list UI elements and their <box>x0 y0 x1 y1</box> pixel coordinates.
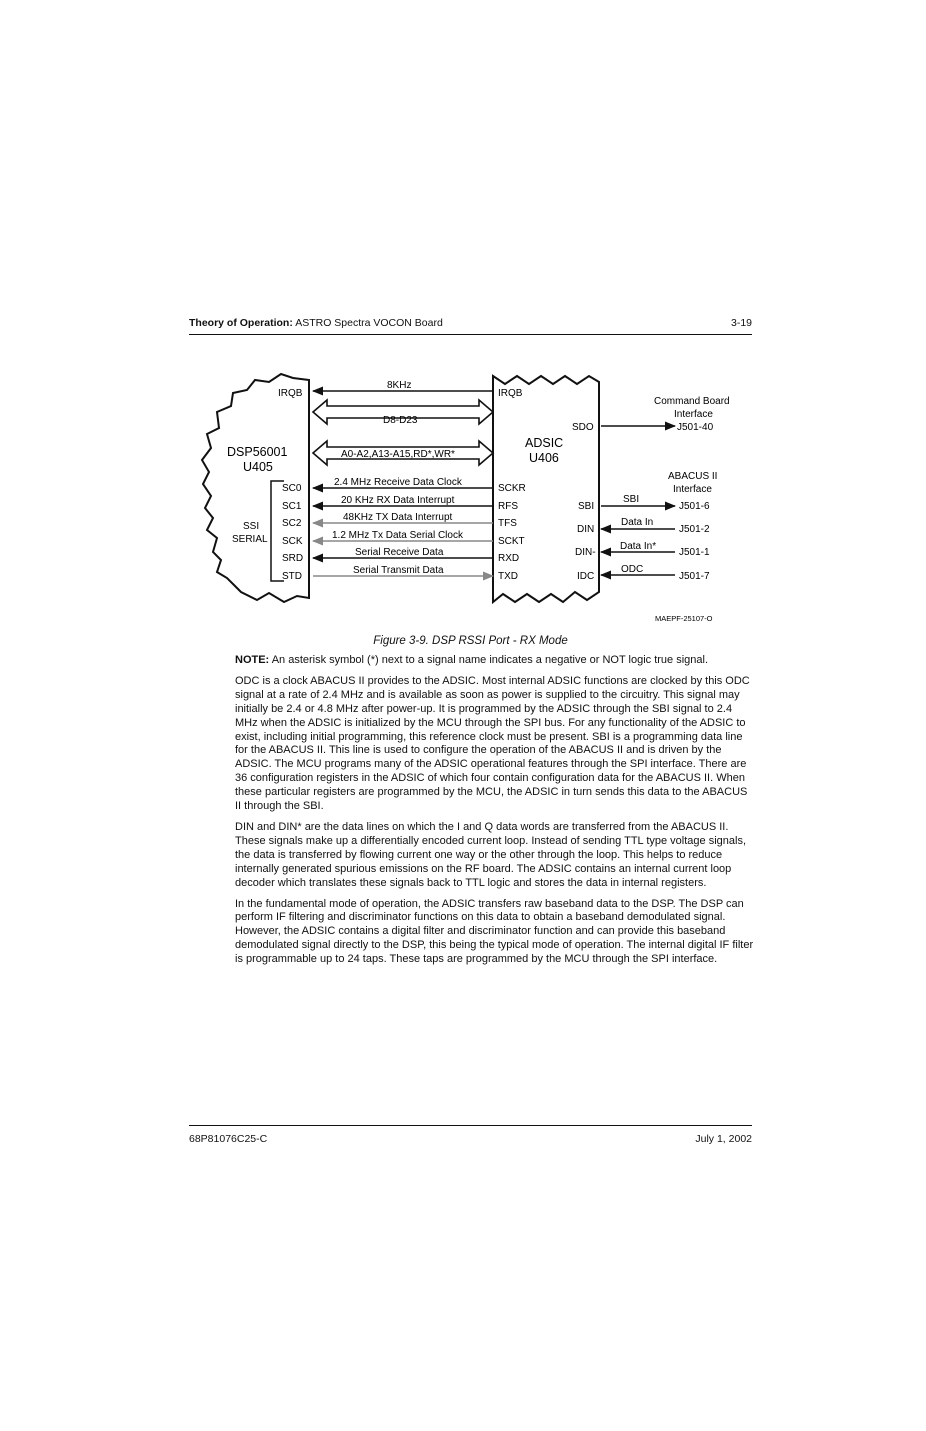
abacus-line2: Interface <box>673 484 712 495</box>
command-board-line2: Interface <box>674 409 713 420</box>
connector-j501-6: J501-6 <box>679 501 710 512</box>
dsp-chip-ref: U405 <box>243 460 273 474</box>
command-board-line1: Command Board <box>654 396 730 407</box>
connector-j501-2: J501-2 <box>679 524 710 535</box>
adsic-sdo-label: SDO <box>572 422 594 433</box>
pin-txd: TXD <box>498 571 518 582</box>
pin-sc0: SC0 <box>282 483 302 494</box>
dsp-irqb-label: IRQB <box>278 388 303 399</box>
pin-std: STD <box>282 571 302 582</box>
paragraph-din: DIN and DIN* are the data lines on which the I and Q data words are transferred from the ABACUS II. These signals make up a differentially encoded current loop. Instead of sending TTL type voltage signals, the data is transferred by flowing current one way or the other through the loop. This helps to reduce internally generated spurious emissions on the RF board. The ADSIC contains an internal current loop decoder which translates these signals back to TTL logic and stores the data in internal registers. <box>235 820 746 889</box>
pin-sckr: SCKR <box>498 483 526 494</box>
page-footer <box>189 1133 752 1149</box>
header-rule <box>189 334 752 335</box>
label-odc: ODC <box>621 564 644 575</box>
connector-j501-7: J501-7 <box>679 571 710 582</box>
connector-j501-1: J501-1 <box>679 547 710 558</box>
body-text <box>235 654 755 974</box>
label-rx-interrupt: 20 KHz RX Data Interrupt <box>341 495 455 506</box>
pin-rxd: RXD <box>498 553 520 564</box>
note-paragraph <box>235 654 755 668</box>
ssi-bracket <box>271 481 284 581</box>
ssi-label: SSI <box>243 521 260 532</box>
pin-sck: SCK <box>282 536 303 547</box>
paragraph-odc: ODC is a clock ABACUS II provides to the ADSIC. Most internal ADSIC functions are clocked by this ODC signal at a rate of 2.4 MHz and is available as soon as power is supplied to the circuitry. This signal may initially be 2.4 or 4.8 MHz after power-up. It is programmed by the ADSIC through the SBI signal to 2.4 MHz when the ADSIC is initialized by the MCU through the SPI bus. For any functionality of the ADSIC to exist, including initial programming, this reference clock must be present. SBI is a programming data line for the ABACUS II. This line is used to configure the operation of the ABACUS II and is driven by the ADSIC. The MCU programs many of the ADSIC operational features through the SPI interface. There are 36 configuration registers in the ADSIC of which four contain configuration data for the ABACUS II. When these particular registers are programmed by the MCU, the ADSIC in turn sends this data to the ABACUS II through the SBI. <box>235 674 750 813</box>
figure-code: MAEPF-25107-O <box>655 614 713 623</box>
header-section-bold: Theory of Operation: <box>189 317 293 329</box>
header-section-title <box>189 317 443 329</box>
footer-rule <box>189 1125 752 1126</box>
pin-sckt: SCKT <box>498 536 525 547</box>
pin-idc: IDC <box>577 571 595 582</box>
pin-sbi: SBI <box>578 501 595 512</box>
top-signal-label: 8KHz <box>387 380 412 391</box>
pin-din: DIN <box>577 524 595 535</box>
pin-sc1: SC1 <box>282 501 302 512</box>
label-data-in-neg: Data In* <box>620 541 657 552</box>
label-data-in: Data In <box>621 517 654 528</box>
label-sbi: SBI <box>623 494 640 505</box>
adsic-chip-name: ADSIC <box>525 436 564 450</box>
dsp-chip-name: DSP56001 <box>227 445 288 459</box>
data-bus-label: D8-D23 <box>383 415 418 426</box>
label-serial-receive: Serial Receive Data <box>355 547 444 558</box>
figure-caption: Figure 3-9. DSP RSSI Port - RX Mode <box>373 635 568 647</box>
label-tx-serial-clock: 1.2 MHz Tx Data Serial Clock <box>332 530 463 541</box>
footer-date: July 1, 2002 <box>695 1133 752 1145</box>
adsic-chip-ref: U406 <box>529 451 559 465</box>
header-page-number: 3-19 <box>730 317 752 329</box>
label-receive-clock: 2.4 MHz Receive Data Clock <box>334 477 462 488</box>
paragraph-fundamental-mode: In the fundamental mode of operation, the ADSIC transfers raw baseband data to the DSP. The DSP can perform IF filtering and discriminator functions on this data to obtain a baseband demodulated signal. However, the ADSIC contains a digital filter and discriminator function and can provide this baseband demodulated signal directly to the DSP, this being the typical mode of operation. The internal digital IF filter is programmable up to 24 taps. These taps are programmed by the MCU through the SPI interface. <box>235 897 754 966</box>
pin-sc2: SC2 <box>282 518 302 529</box>
note-label: NOTE: <box>235 654 270 666</box>
note-text: An asterisk symbol (*) next to a signal name indicates a negative or NOT logic true signal. <box>271 654 709 666</box>
page-header <box>189 317 752 333</box>
dsp-rssi-diagram <box>189 360 752 630</box>
adsic-irqb-label: IRQB <box>498 388 523 399</box>
abacus-line1: ABACUS II <box>668 471 718 482</box>
serial-label: SERIAL <box>232 534 268 545</box>
label-serial-transmit: Serial Transmit Data <box>353 565 444 576</box>
command-board-pin: J501-40 <box>677 422 714 433</box>
footer-doc-number: 68P81076C25-C <box>189 1133 268 1145</box>
pin-srd: SRD <box>282 553 304 564</box>
address-bus-label: A0-A2,A13-A15,RD*,WR* <box>341 449 455 460</box>
pin-rfs: RFS <box>498 501 518 512</box>
pin-din-neg: DIN- <box>575 547 596 558</box>
pin-tfs: TFS <box>498 518 517 529</box>
label-tx-interrupt: 48KHz TX Data Interrupt <box>343 512 453 523</box>
header-section-rest: ASTRO Spectra VOCON Board <box>295 317 443 329</box>
